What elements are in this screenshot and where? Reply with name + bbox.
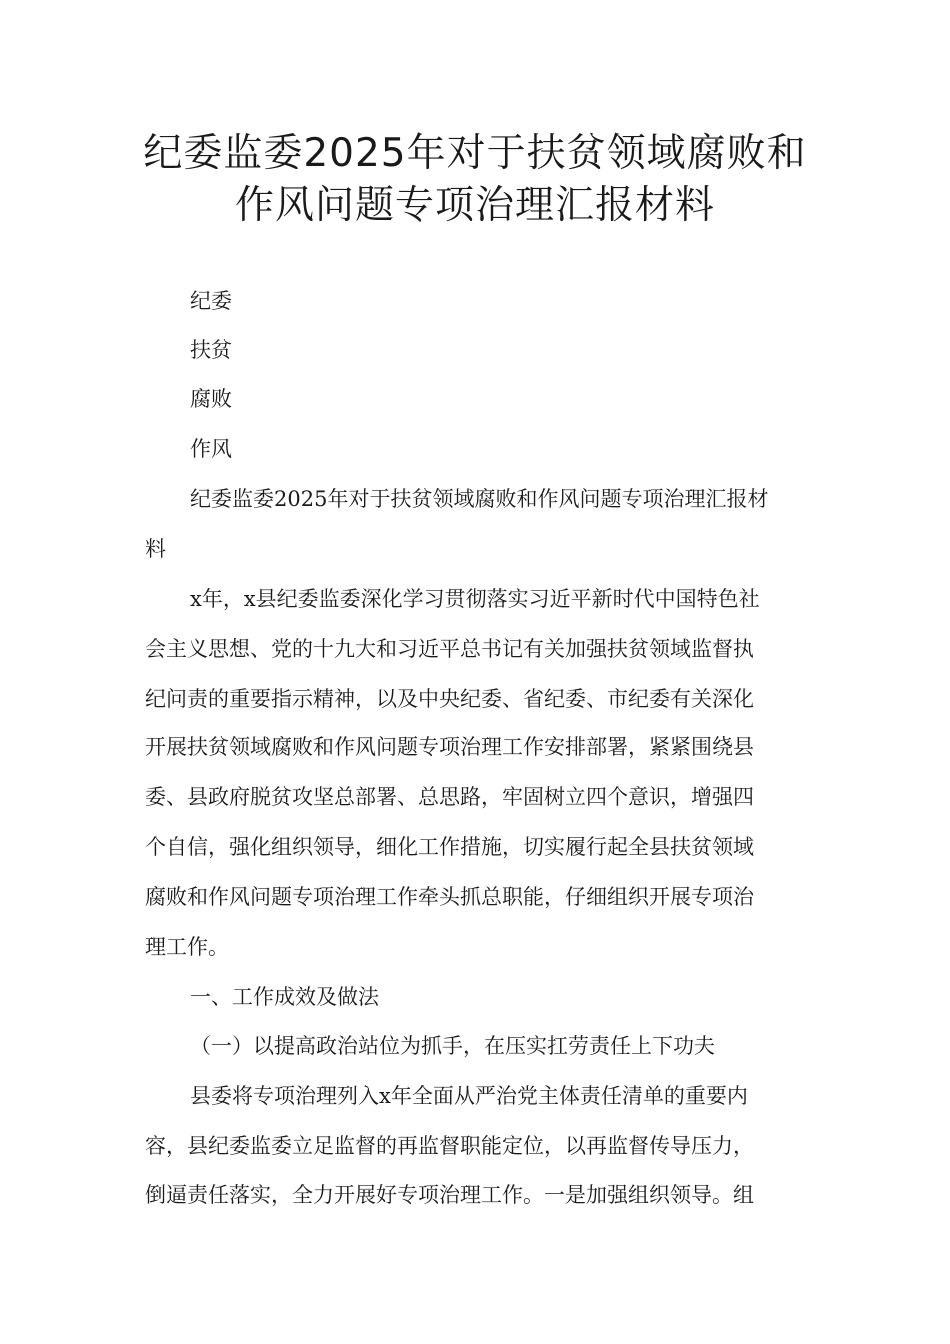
section-heading-1: 一、工作成效及做法: [190, 985, 379, 1009]
keyword-3: 腐败: [190, 387, 232, 411]
body-line-2: 料: [145, 537, 166, 561]
body-line-7: 委、县政府脱贫攻坚总部署、总思路，牢固树立四个意识，增强四: [145, 785, 754, 809]
body-line-4: 会主义思想、党的十九大和习近平总书记有关加强扶贫领域监督执: [145, 637, 754, 661]
keyword-4: 作风: [190, 437, 232, 461]
body-line-13: 倒逼责任落实，全力开展好专项治理工作。一是加强组织领导。组: [145, 1183, 754, 1207]
body-line-12: 容，县纪委监委立足监督的再监督职能定位，以再监督传导压力，: [145, 1134, 754, 1158]
keyword-1: 纪委: [190, 289, 232, 313]
document-title-line-1: 纪委监委2025年对于扶贫领域腐败和: [143, 131, 807, 176]
body-line-3: x年，x县纪委监委深化学习贯彻落实习近平新时代中国特色社: [190, 587, 760, 611]
body-line-5: 纪问责的重要指示精神，以及中央纪委、省纪委、市纪委有关深化: [145, 687, 754, 711]
body-line-11: 县委将专项治理列入x年全面从严治党主体责任清单的重要内: [190, 1084, 748, 1108]
document-title-line-2: 作风问题专项治理汇报材料: [234, 183, 715, 228]
keyword-2: 扶贫: [190, 338, 232, 362]
body-line-8: 个自信，强化组织领导，细化工作措施，切实履行起全县扶贫领域: [145, 835, 754, 859]
body-line-6: 开展扶贫领域腐败和作风问题专项治理工作安排部署，紧紧围绕县: [145, 735, 754, 759]
body-line-9: 腐败和作风问题专项治理工作牵头抓总职能，仔细组织开展专项治: [145, 885, 754, 909]
subsection-heading-1: （一）以提高政治站位为抓手，在压实扛劳责任上下功夫: [190, 1034, 715, 1058]
body-line-1: 纪委监委2025年对于扶贫领域腐败和作风问题专项治理汇报材: [190, 487, 769, 511]
body-line-10: 理工作。: [145, 935, 229, 959]
